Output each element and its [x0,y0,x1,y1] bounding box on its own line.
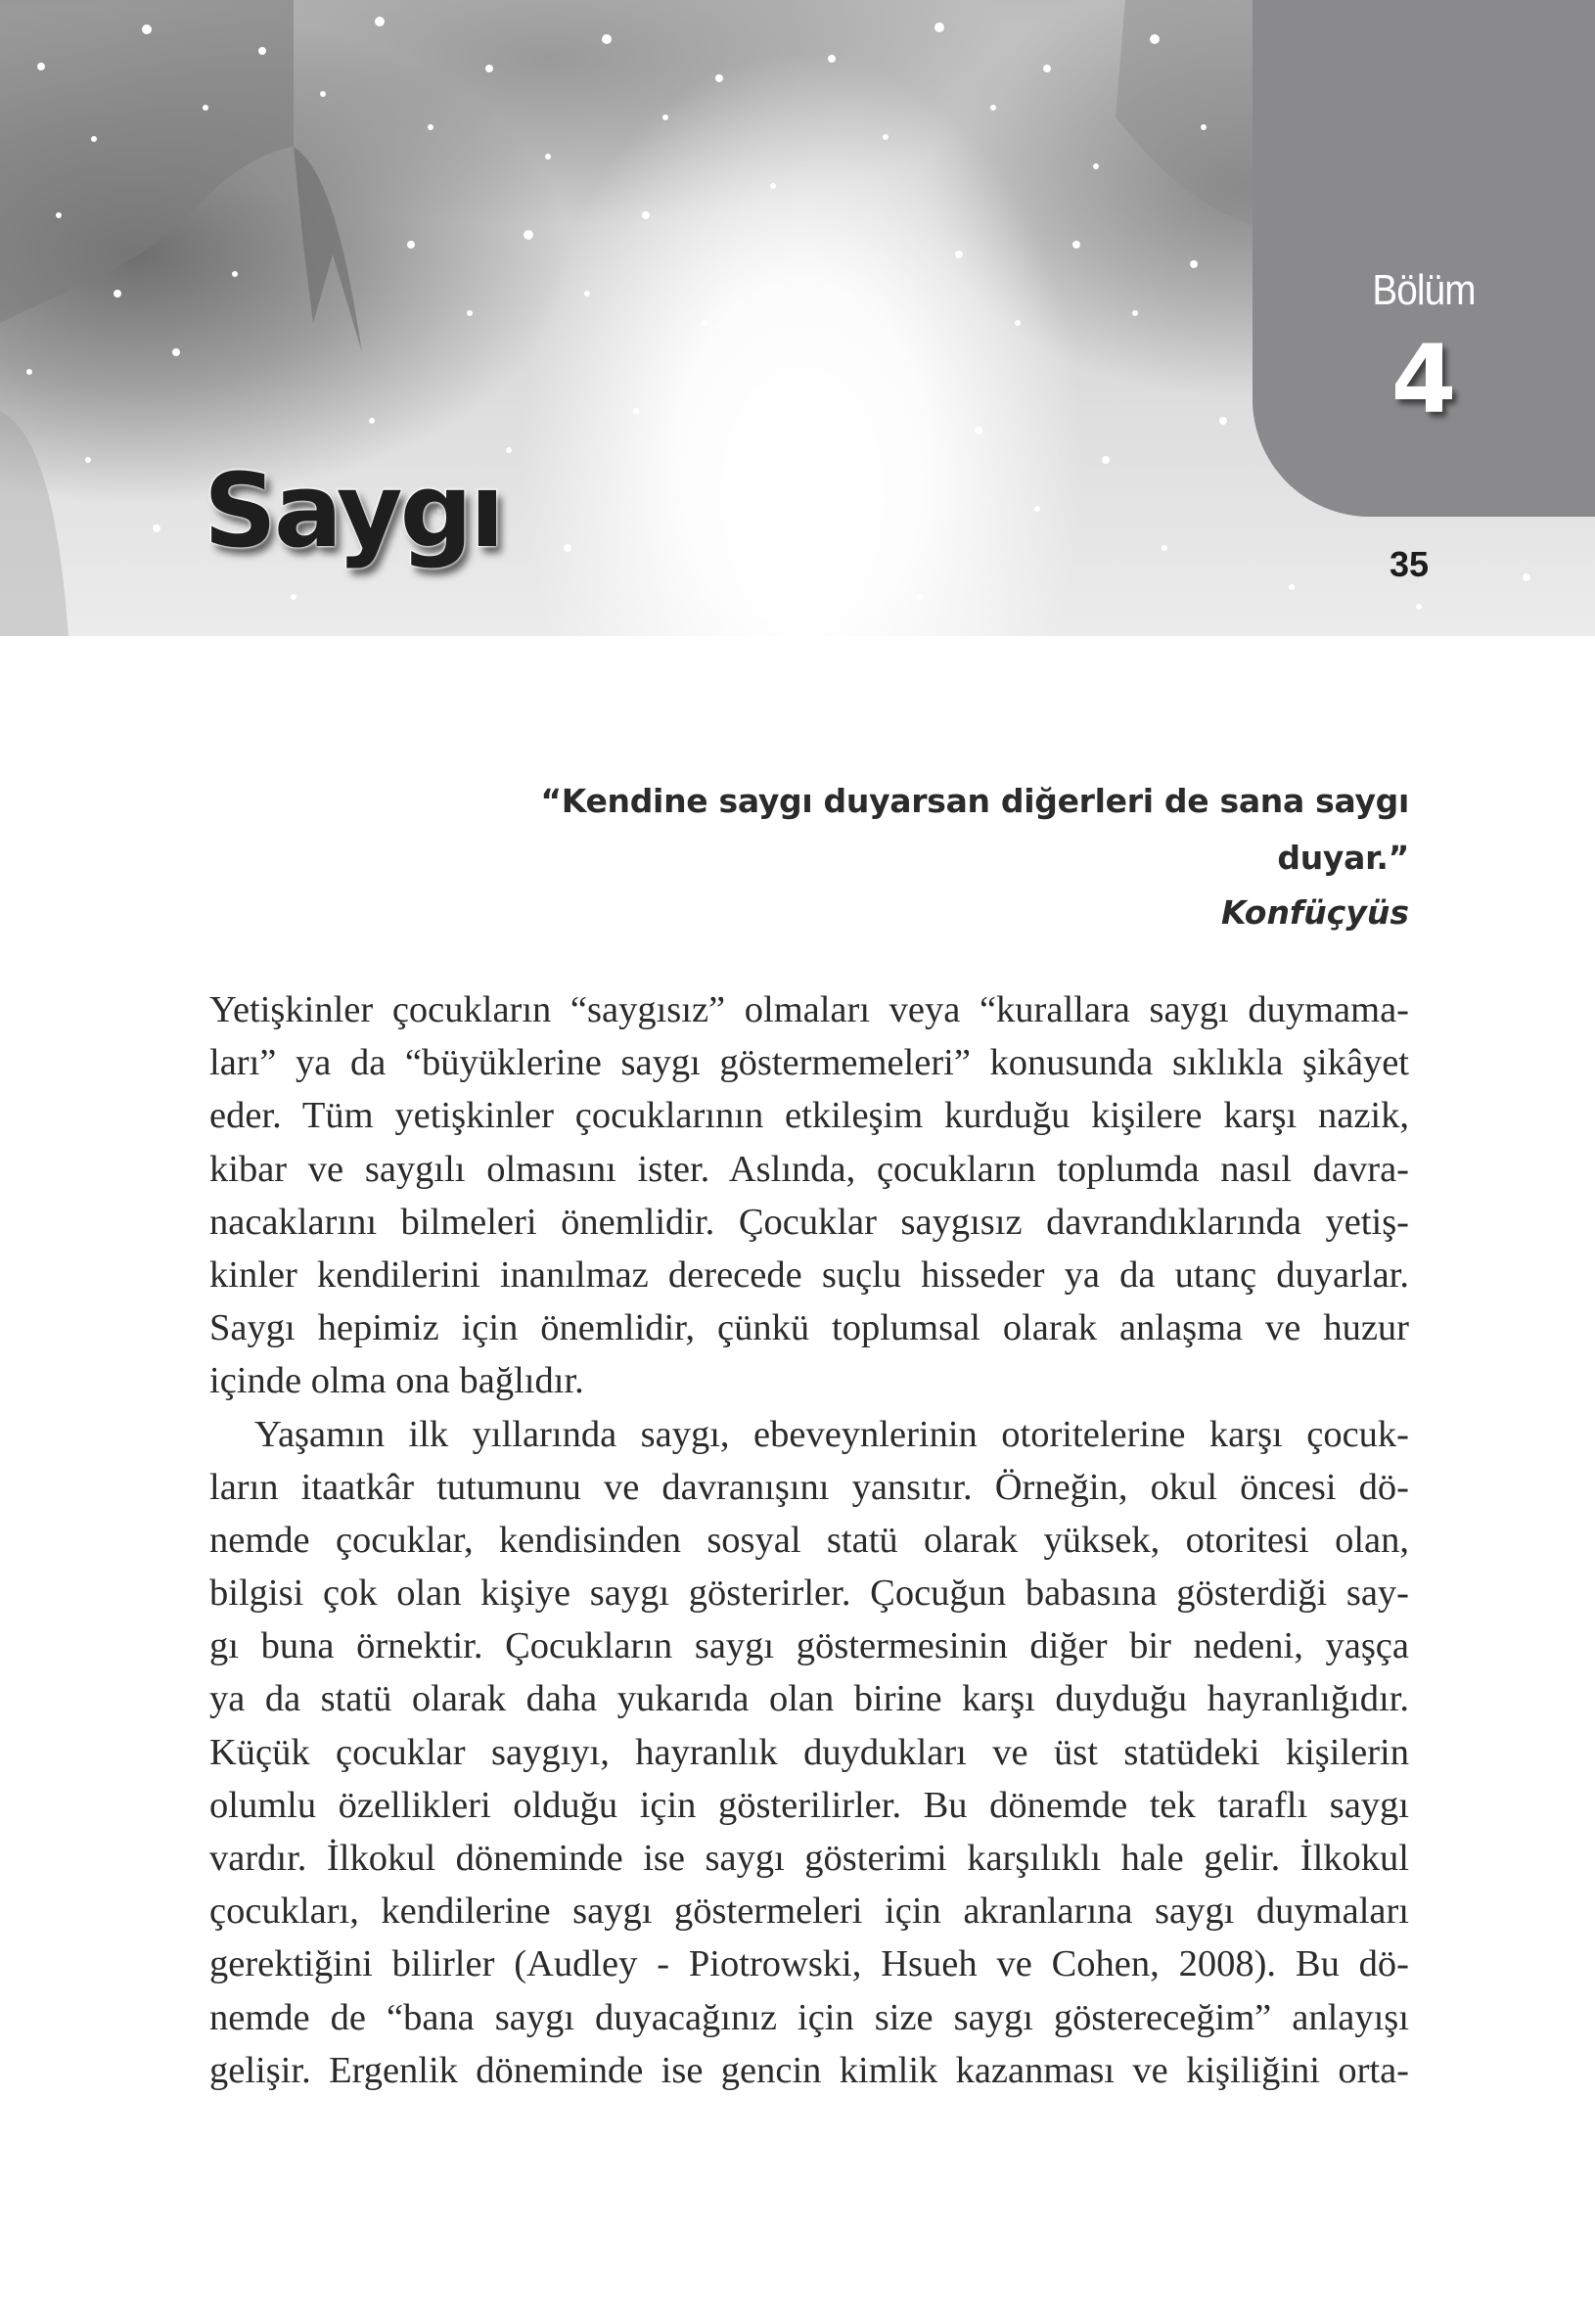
chapter-title: Saygı [204,451,502,570]
body-line: Yetişkinler çocukların “saygısız” olmaları veya “kurallara saygı duymama- [209,989,1409,1030]
chapter-label: Bölüm [1372,266,1476,314]
body-line: nacaklarını bilmeleri önemlidir. Çocuklar saygısız davrandıklarında yetiş- [209,1201,1409,1243]
page-number: 35 [1389,544,1430,584]
body-line: içinde olma ona bağlıdır. [209,1360,584,1402]
epigraph-quote: “Kendine saygı duyarsan diğerleri de sana saygı duyar.” [540,782,1409,877]
body-line: vardır. İlkokul döneminde ise saygı gösterimi karşılıklı hale gelir. İlkokul [209,1838,1409,1879]
body-line: kibar ve saygılı olmasını ister. Aslında, çocukların toplumda nasıl davra- [209,1148,1409,1190]
body-line: Saygı hepimiz için önemlidir, çünkü toplumsal olarak anlaşma ve huzur [209,1307,1409,1349]
body-line: eder. Tüm yetişkinler çocuklarının etkileşim kurduğu kişilere karşı nazik, [209,1095,1409,1137]
body-line: ların itaatkâr tutumunu ve davranışını yansıtır. Örneğin, okul öncesi dö- [209,1466,1409,1508]
body-line: bilgisi çok olan kişiye saygı gösterirler. Çocuğun babasına gösterdiği say- [209,1572,1409,1615]
body-line: kinler kendilerini inanılmaz derecede suçlu hisseder ya da utanç duyarlar. [209,1253,1409,1296]
body-line: olumlu özellikleri olduğu için gösterilirler. Bu dönemde tek taraflı saygı [209,1784,1409,1826]
body-text [209,983,1409,2097]
body-line: ya da statü olarak daha yukarıda olan birine karşı duyduğu hayranlığıdır. [209,1678,1409,1720]
body-line: nemde çocuklar, kendisinden sosyal statü olarak yüksek, otoritesi olan, [209,1519,1409,1561]
body-line: gelişir. Ergenlik döneminde ise gencin kimlik kazanması ve kişiliğini orta- [209,2049,1409,2091]
body-line: gı buna örnektir. Çocukların saygı göstermesinin diğer bir nedeni, yaşça [209,1625,1409,1667]
body-line: Yaşamın ilk yıllarında saygı, ebeveynlerinin otoritelerine karşı çocuk- [254,1413,1409,1455]
body-line: gerektiğini bilirler (Audley - Piotrowski, Hsueh ve Cohen, 2008). Bu dö- [209,1943,1409,1985]
chapter-header-banner [0,0,1595,636]
body-line: ları” ya da “büyüklerine saygı göstermemeleri” konusunda sıklıkla şikâyet [209,1042,1409,1084]
epigraph-author: Konfüçyüs [1221,893,1409,932]
body-line: Küçük çocuklar saygıyı, hayranlık duydukları ve üst statüdeki kişilerin [209,1731,1409,1773]
chapter-tab [1253,0,1595,517]
body-line: nemde de “bana saygı duyacağınız için size saygı göstereceğim” anlayışı [209,1996,1409,2038]
chapter-number: 4 [1390,325,1457,434]
epigraph [411,773,1409,939]
body-line: çocukları, kendilerine saygı göstermeleri için akranlarına saygı duymaları [209,1891,1409,1933]
